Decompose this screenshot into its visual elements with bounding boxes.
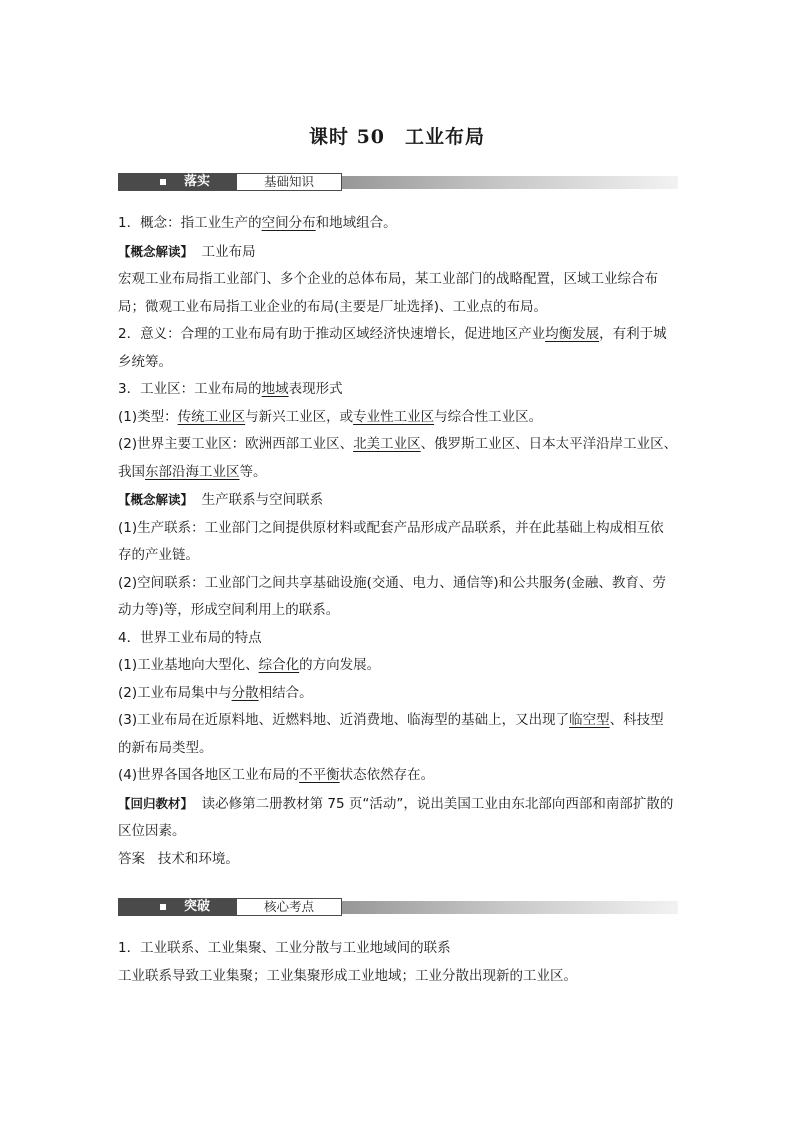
text-line: (2)世界主要工业区：欧洲西部工业区、北美工业区、俄罗斯工业区、日本太平洋沿岸工业区、 xyxy=(118,436,678,452)
section-bar-main xyxy=(118,898,236,916)
text-line: (4)世界各国各地区工业布局的不平衡状态依然存在。 xyxy=(118,767,435,783)
section-bar-foundation xyxy=(118,173,678,191)
text-line: (1)工业基地向大型化、综合化的方向发展。 xyxy=(118,657,381,673)
text-line: 宏观工业布局指工业部门、多个企业的总体布局，某工业部门的战略配置，区域工业综合布 xyxy=(118,271,658,287)
section-main-label: 突破 xyxy=(184,899,211,914)
text-line: 动力等)等，形成空间利用上的联系。 xyxy=(118,602,340,618)
text-line: 局；微观工业布局指工业企业的布局(主要是厂址选择)、工业点的布局。 xyxy=(118,298,548,315)
section-bar-main xyxy=(118,173,236,191)
note-tag: 【回归教材】 xyxy=(118,795,194,811)
text-line: (1)生产联系：工业部门之间提供原材料或配套产品形成产品联系，并在此基础上构成相互依 xyxy=(118,519,664,536)
text-line: 工业联系导致工业集聚；工业集聚形成工业地域；工业分散出现新的工业区。 xyxy=(118,967,577,984)
text-line: (3)工业布局在近原料地、近燃料地、近消费地、临海型的基础上，又出现了临空型、科技型 xyxy=(118,712,664,728)
section-foundation-text xyxy=(118,210,680,873)
answer-line: 答案 技术和环境。 xyxy=(118,850,239,867)
text-line: (1)类型：传统工业区与新兴工业区，或专业性工业区与综合性工业区。 xyxy=(118,408,543,425)
text-line: (2)工业布局集中与分散相结合。 xyxy=(118,684,313,701)
square-bullet-icon xyxy=(160,904,166,910)
paragraph-concept: 1．概念：指工业生产的空间分布和地域组合。 xyxy=(118,215,397,231)
text-line: 的新布局类型。 xyxy=(118,739,213,756)
paragraph-significance: 2．意义：合理的工业布局有助于推动区域经济快速增长，促进地区产业均衡发展，有利于城 xyxy=(118,326,667,342)
concept-note-heading: 【概念解读】 工业布局 xyxy=(118,243,256,260)
page-title: 课时 50 工业布局 xyxy=(308,126,486,148)
text-line: (2)空间联系：工业部门之间共享基础设施(交通、电力、通信等)和公共服务(金融、教育、劳 xyxy=(118,574,666,591)
concept-note-heading: 【概念解读】 生产联系与空间联系 xyxy=(118,492,324,508)
text-line: 存的产业链。 xyxy=(118,547,199,563)
text-line: 1．工业联系、工业集聚、工业分散与工业地域间的联系 xyxy=(118,940,451,956)
section-breakthrough-text xyxy=(118,935,680,990)
section-sub-label: 基础知识 xyxy=(236,173,342,191)
note-tag: 【概念解读】 xyxy=(118,243,194,259)
paragraph-features: 4．世界工业布局的特点 xyxy=(118,629,262,646)
note-tag: 【概念解读】 xyxy=(118,492,194,507)
text-line: 我国东部沿海工业区等。 xyxy=(118,463,267,480)
square-bullet-icon xyxy=(160,179,166,185)
text-line: 区位因素。 xyxy=(118,823,186,839)
text-line: 乡统筹。 xyxy=(118,353,172,370)
section-bar-breakthrough xyxy=(118,898,678,916)
paragraph-industrial-zone: 3．工业区：工业布局的地域表现形式 xyxy=(118,381,343,397)
section-sub-label: 核心考点 xyxy=(236,898,342,916)
section-main-label: 落实 xyxy=(184,174,211,189)
answer-label: 答案 xyxy=(118,850,145,867)
textbook-note: 【回归教材】 读必修第二册教材第 75 页“活动”，说出美国工业由东北部向西部和南部扩散的 xyxy=(118,795,674,812)
